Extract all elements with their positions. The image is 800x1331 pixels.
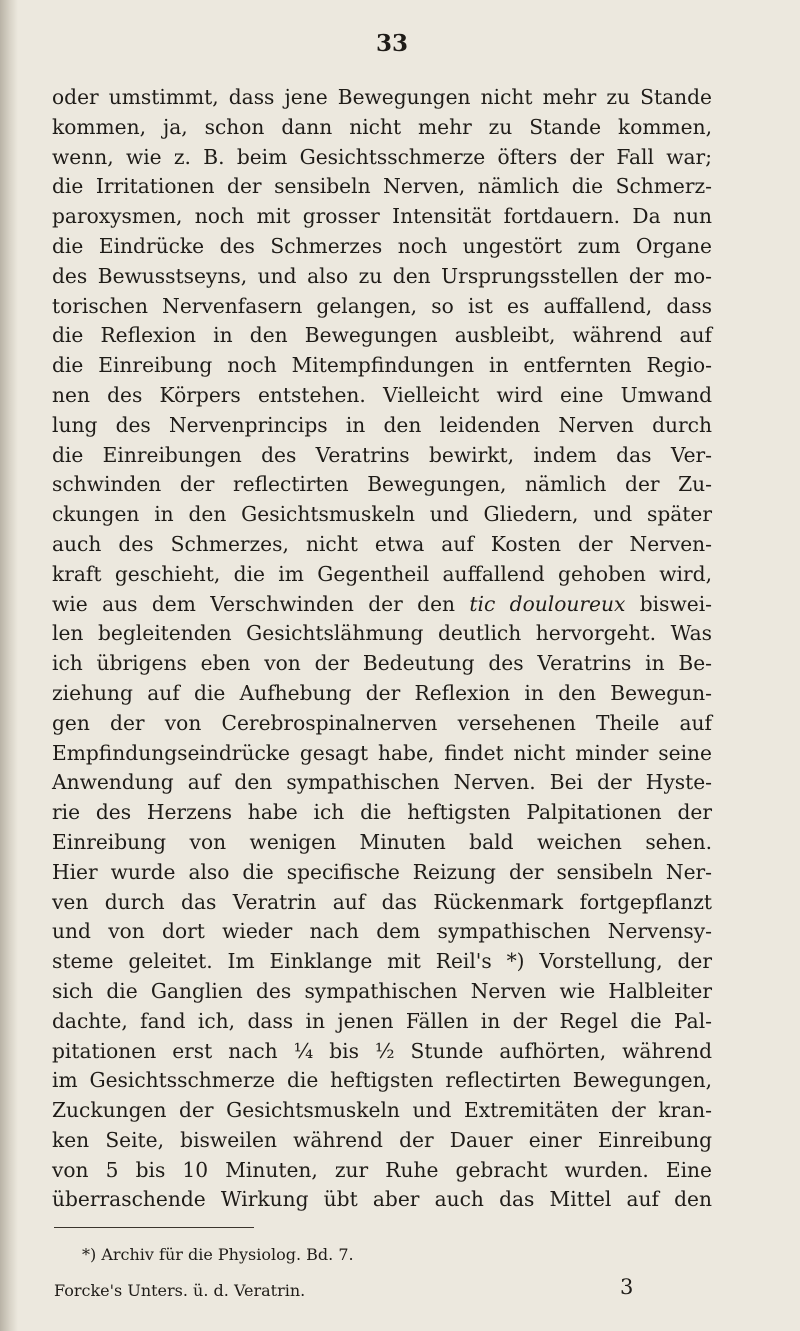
footnote: *) Archiv für die Physiolog. Bd. 7. — [82, 1245, 354, 1264]
text-line: die Eindrücke des Schmerzes noch ungestört zum Organe — [52, 233, 712, 258]
text-line: torischen Nervenfasern gelangen, so ist es auffallend, dass — [52, 293, 712, 318]
signature-line: Forcke's Unters. ü. d. Veratrin. — [54, 1281, 306, 1300]
text-line: paroxysmen, noch mit grosser Intensität fortdauern. Da nun — [52, 204, 712, 229]
text-line: len begleitenden Gesichtslähmung deutlich hervorgeht. Was — [52, 621, 712, 646]
emphasis-text: tic douloureux — [469, 591, 626, 616]
text-line: ziehung auf die Aufhebung der Reflexion in den Bewegun- — [52, 680, 712, 705]
text-line: oder umstimmt, dass jene Bewegungen nicht mehr zu Stande — [52, 85, 712, 109]
text-line: Anwendung auf den sympathischen Nerven. Bei der Hyste- — [52, 770, 712, 795]
text-line: ken Seite, bisweilen während der Dauer einer Einreibung — [52, 1127, 712, 1152]
text-line: die Einreibungen des Veratrins bewirkt, indem das Ver- — [52, 442, 712, 467]
text-line: schwinden der reflectirten Bewegungen, nämlich der Zu- — [52, 472, 712, 497]
text-line: Hier wurde also die specifische Reizung der sensibeln Ner- — [52, 859, 712, 884]
text-line: kommen, ja, schon dann nicht mehr zu Stande kommen, — [52, 114, 712, 139]
text-line: und von dort wieder nach dem sympathischen Nervensy- — [52, 919, 712, 944]
binding-shadow — [0, 0, 18, 1331]
text-line: rie des Herzens habe ich die heftigsten Palpitationen der — [52, 800, 712, 825]
text-line: wenn, wie z. B. beim Gesichtsschmerze öfters der Fall war; — [52, 144, 712, 169]
text-line: dachte, fand ich, dass in jenen Fällen in der Regel die Pal- — [52, 1008, 712, 1033]
text-line: die Irritationen der sensibeln Nerven, nämlich die Schmerz- — [52, 174, 712, 199]
text-line: im Gesichtsschmerze die heftigsten reflectirten Bewegungen, — [52, 1068, 712, 1093]
text-line: steme geleitet. Im Einklange mit Reil's *) Vorstellung, der — [52, 949, 712, 974]
text-line: Zuckungen der Gesichtsmuskeln und Extremitäten der kran- — [52, 1098, 712, 1123]
body-text — [52, 83, 712, 1215]
text-line: gen der von Cerebrospinalnerven versehenen Theile auf — [52, 710, 712, 735]
text-line: pitationen erst nach ¼ bis ½ Stunde aufhörten, während — [52, 1038, 712, 1063]
text-line: die Reflexion in den Bewegungen ausbleibt, während auf — [52, 323, 712, 348]
text-line: des Bewusstseyns, und also zu den Ursprungsstellen der mo- — [52, 263, 712, 288]
text-line: ckungen in den Gesichtsmuskeln und Gliedern, und später — [52, 502, 712, 527]
text-line: sich die Ganglien des sympathischen Nerven wie Halbleiter — [52, 978, 712, 1003]
text-line: überraschende Wirkung übt aber auch das Mittel auf den — [52, 1187, 712, 1212]
text-line: die Einreibung noch Mitempfindungen in entfernten Regio- — [52, 353, 712, 378]
text-line: wie aus dem Verschwinden der den tic douloureux biswei- — [52, 591, 712, 616]
text-line: auch des Schmerzes, nicht etwa auf Kosten der Nerven- — [52, 531, 712, 556]
text-line: Empfindungseindrücke gesagt habe, findet nicht minder seine — [52, 740, 712, 765]
text-line: lung des Nervenprincips in den leidenden Nerven durch — [52, 412, 712, 437]
page-number: 33 — [375, 30, 408, 57]
text-line: ich übrigens eben von der Bedeutung des Veratrins in Be- — [52, 651, 712, 676]
text-line: ven durch das Veratrin auf das Rückenmark fortgepflanzt — [52, 889, 712, 914]
text-line: nen des Körpers entstehen. Vielleicht wird eine Umwand — [52, 382, 712, 407]
text-line: von 5 bis 10 Minuten, zur Ruhe gebracht wurden. Eine — [52, 1157, 712, 1182]
footnote-rule — [54, 1227, 254, 1228]
text-line: kraft geschieht, die im Gegentheil auffallend gehoben wird, — [52, 561, 712, 586]
text-line: Einreibung von wenigen Minuten bald weichen sehen. — [52, 829, 712, 854]
signature-mark: 3 — [620, 1275, 634, 1299]
